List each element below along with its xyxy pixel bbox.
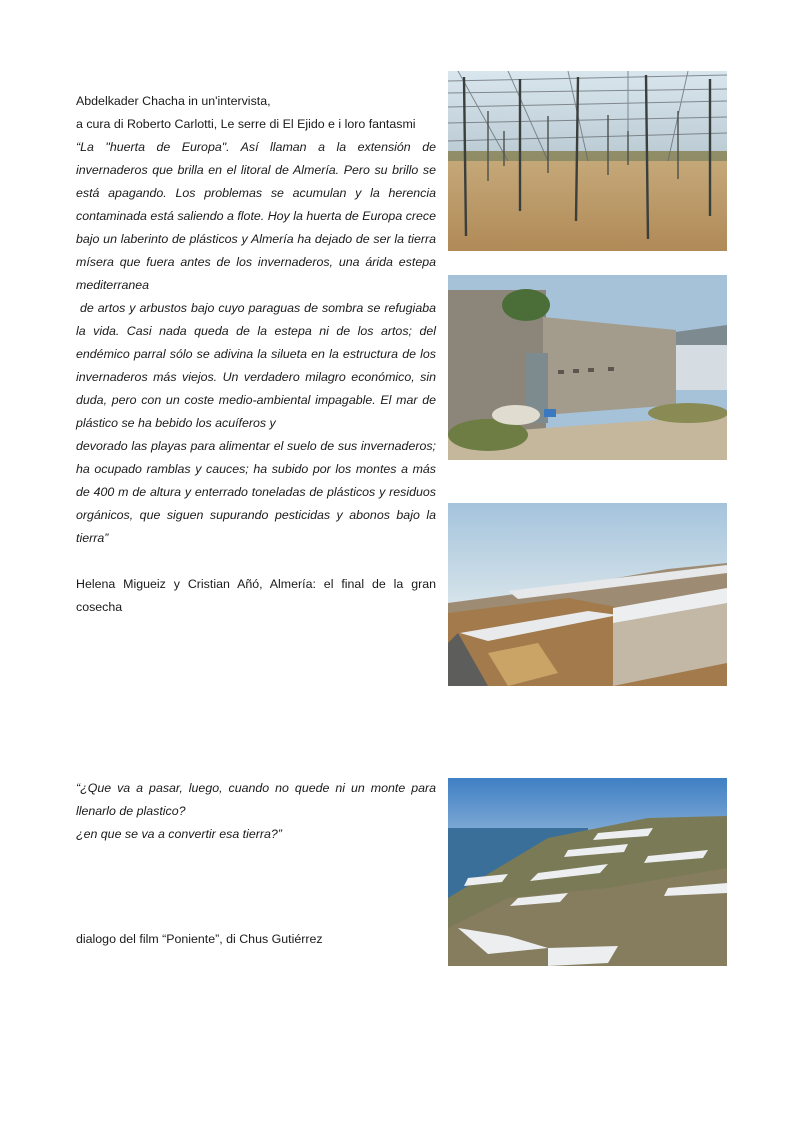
- film-quote-line-1: “¿Que va a pasar, luego, cuando no quede ni un monte para llenarlo de plastico?: [76, 781, 436, 818]
- attribution-author: Abdelkader Chacha in un'intervista,: [76, 94, 271, 108]
- photo-hillside-greenhouses: [448, 503, 727, 686]
- quote-paragraph-1: “La "huerta de Europa". Así llaman a la extensión de invernaderos que brilla en el litoral de Almería. Pero su brillo se está apagando. Los problemas se acumulan y la herencia contaminada está saliendo a flote. Hoy la huerta de Europa crece bajo un laberinto de plásticos y Almería ha dejado de ser la tierra mísera que fuera antes de los invernaderos, una árida estepa mediterranea: [76, 140, 436, 292]
- photo-coastal-greenhouses: [448, 778, 727, 966]
- film-credit: dialogo del film “Poniente”, di Chus Gutiérrez: [76, 932, 323, 946]
- text-block-3: [76, 928, 436, 951]
- film-quote-line-2: ¿en que se va a convertir esa tierra?”: [76, 827, 282, 841]
- photo-greenhouse-frame: [448, 71, 727, 251]
- quote-paragraph-2: de artos y arbustos bajo cuyo paraguas de sombra se refugiaba la vida. Casi nada queda de la estepa ni de los artos; del endémico parral sólo se adivina la silueta en la estructura de los invernaderos más viejos. Un verdadero milagro económico, sin duda, pero con un coste medio-ambiental impagable. El mar de plástico se ha bebido los acuíferos y: [76, 301, 440, 430]
- source-credit: Helena Migueiz y Cristian Añó, Almería: el final de la gran cosecha: [76, 577, 436, 614]
- attribution-source: a cura di Roberto Carlotti, Le serre di El Ejido e i loro fantasmi: [76, 117, 416, 131]
- text-block-2: [76, 777, 436, 846]
- text-block-1: [76, 90, 440, 619]
- photo-abandoned-building: [448, 275, 727, 460]
- quote-paragraph-3: devorado las playas para alimentar el suelo de sus invernaderos; ha ocupado ramblas y cauces; ha subido por los montes a más de 400 m de altura y enterrado toneladas de plásticos y residuos orgánicos, que siguen supurando pesticidas y abonos bajo la tierra”: [76, 439, 436, 545]
